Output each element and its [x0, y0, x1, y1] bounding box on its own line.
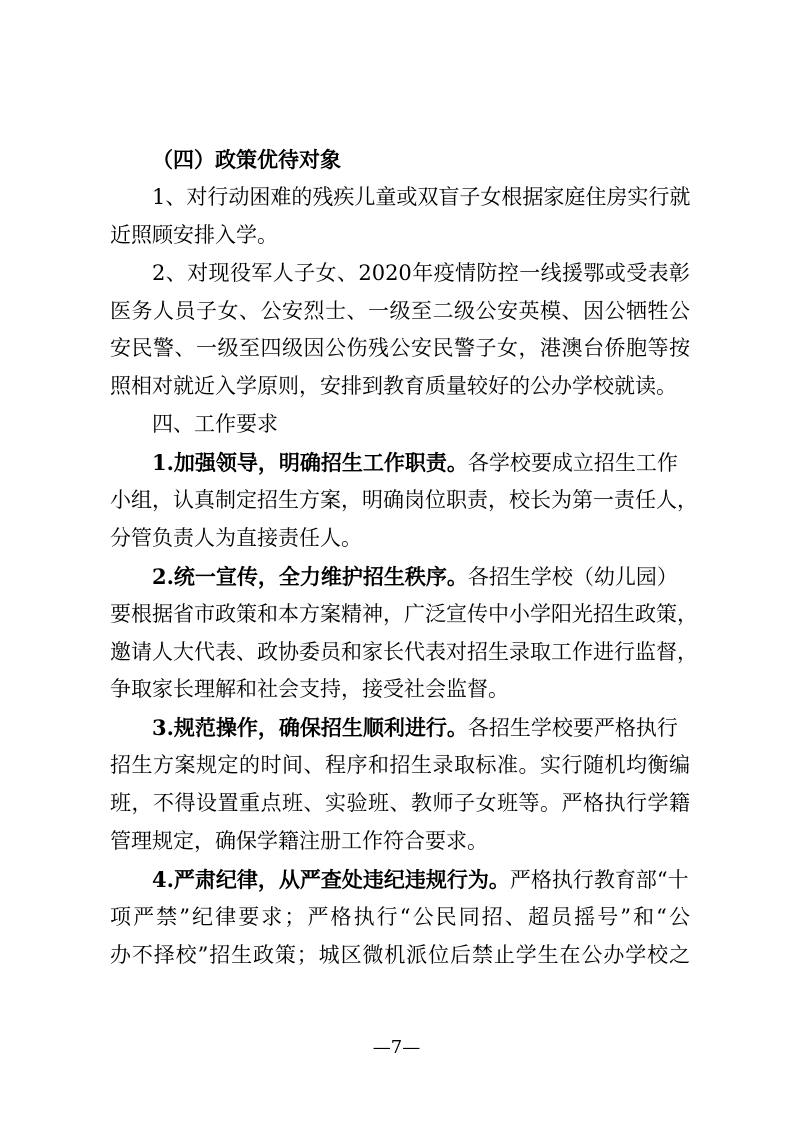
paragraph-line [110, 747, 690, 785]
line-text: 分管负责人为直接责任人。 [110, 525, 362, 550]
paragraph-line [110, 558, 690, 596]
bold-lead-text: 4.严肃纪律，从严查处违纪违规行为。 [152, 866, 510, 892]
paragraph-line [110, 634, 698, 672]
line-text: 严格执行教育部“十 [509, 867, 689, 892]
section-heading [110, 406, 690, 444]
bold-lead-text: 3.规范操作，确保招生顺利进行。 [152, 715, 468, 741]
line-text: 照相对就近入学原则，安排到教育质量较好的公办学校就读。 [110, 374, 677, 399]
paragraph-line [110, 671, 690, 709]
line-text: 小组，认真制定招生方案，明确岗位职责，校长为第一责任人， [110, 488, 698, 513]
paragraph-line [110, 330, 690, 368]
line-text: 近照顾安排入学。 [110, 222, 278, 247]
paragraph-line [110, 520, 690, 558]
bold-lead-text: 1.加强领导，明确招生工作职责。 [152, 450, 468, 476]
paragraph-line [110, 217, 690, 255]
line-text: 1、对行动困难的残疾儿童或双盲子女根据家庭住房实行就 [152, 184, 691, 209]
paragraph-line [110, 293, 690, 331]
bold-lead-text: 2.统一宣传，全力维护招生秩序。 [152, 563, 468, 589]
line-text: 各招生学校（幼儿园） [467, 564, 678, 589]
heading-text: （四）政策优待对象 [152, 147, 341, 172]
line-text: 班，不得设置重点班、实验班、教师子女班等。严格执行学籍 [110, 791, 690, 816]
paragraph-line [110, 937, 690, 975]
paragraph-line [110, 596, 698, 634]
line-text: 争取家长理解和社会支持，接受社会监督。 [110, 677, 509, 702]
line-text: 管理规定，确保学籍注册工作符合要求。 [110, 829, 488, 854]
line-text: 医务人员子女、公安烈士、一级至二级公安英模、因公牺牲公 [110, 298, 690, 323]
paragraph-line [110, 861, 690, 899]
line-text: 各招生学校要严格执行 [467, 716, 678, 741]
section-heading [110, 141, 690, 179]
paragraph-line [110, 785, 690, 823]
paragraph-line [110, 179, 690, 217]
line-text: 招生方案规定的时间、程序和招生录取标准。实行随机均衡编 [110, 753, 690, 778]
paragraph-line [110, 709, 690, 747]
line-text: 邀请人大代表、政协委员和家长代表对招生录取工作进行监督， [110, 639, 698, 664]
line-text: 安民警、一级至四级因公伤残公安民警子女，港澳台侨胞等按 [110, 336, 690, 361]
paragraph-line [110, 255, 690, 293]
paragraph-line [110, 823, 690, 861]
document-body [110, 141, 698, 975]
line-text: 各学校要成立招生工作 [467, 451, 678, 476]
heading-text: 四、工作要求 [152, 412, 278, 437]
paragraph-line [110, 368, 690, 406]
line-text: 办不择校”招生政策；城区微机派位后禁止学生在公办学校之 [110, 942, 690, 967]
page-number: —7— [372, 1037, 421, 1058]
line-text: 2、对现役军人子女、2020年疫情防控一线援鄂或受表彰 [152, 260, 690, 285]
paragraph-line [110, 444, 690, 482]
paragraph-line [110, 899, 690, 937]
paragraph-line [110, 482, 698, 520]
line-text: 要根据省市政策和本方案精神，广泛宣传中小学阳光招生政策， [110, 601, 698, 626]
line-text: 项严禁”纪律要求；严格执行“公民同招、超员摇号”和“公 [110, 904, 690, 929]
